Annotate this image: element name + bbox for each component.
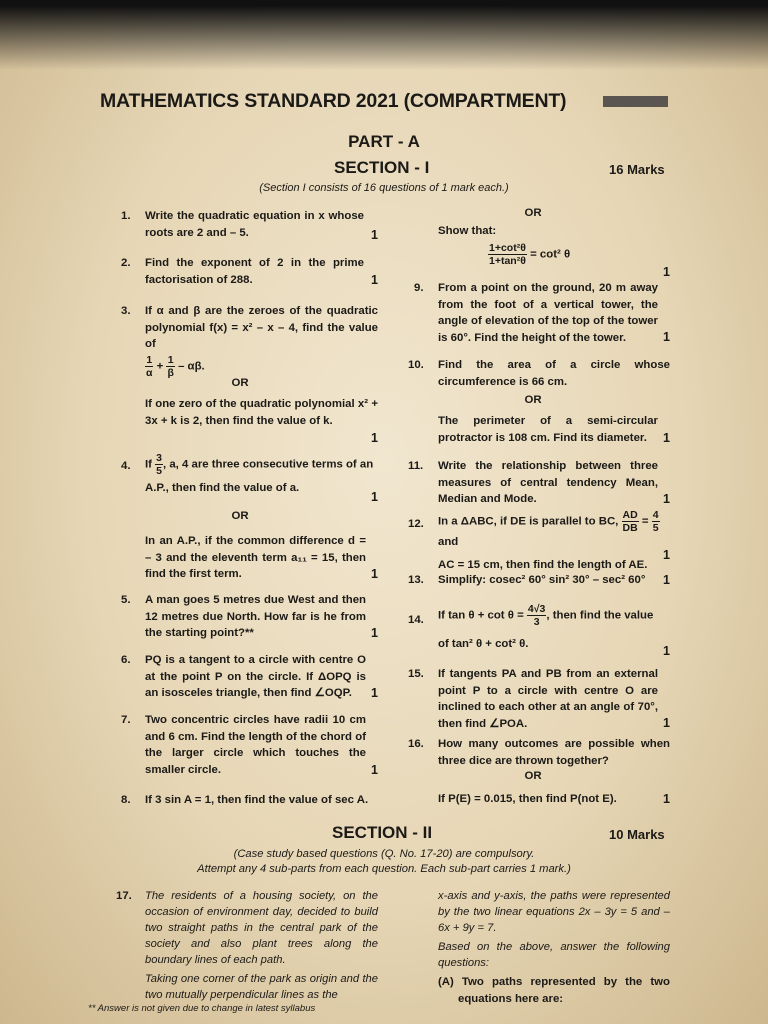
question-mark: 1: [663, 716, 670, 730]
question-text: AC = 15 cm, then find the length of AE.: [438, 558, 648, 571]
question-mark: 1: [371, 490, 378, 504]
fraction: $\frac{4}{5}$: [652, 509, 659, 534]
fraction: $\frac{4√3}{3}$: [527, 603, 546, 628]
question-number: 13.: [408, 574, 424, 586]
fraction: $\frac{AD}{DB}$: [622, 509, 638, 534]
question-text: x-axis and y-axis, the paths were represented by the two linear equations 2x – 3y = 5 and – 6x + 9y = 7.: [438, 890, 670, 934]
fraction: $\frac{\text{1+cot²θ}}{\text{1+tan²θ}}$: [489, 241, 526, 267]
top-shadow: [0, 0, 768, 70]
question-mark: 1: [371, 626, 378, 640]
question-mark: 1: [371, 686, 378, 700]
question-text: of tan² θ + cot² θ.: [438, 638, 529, 650]
question-text: A man goes 5 metres due West and then 12 metres due North. How far is he from the starting point?**: [145, 594, 366, 639]
question-text: The perimeter of a semi-circular protractor is 108 cm. Find its diameter.: [438, 415, 658, 444]
question-mark: 1: [663, 492, 670, 506]
question-10-alternative: [438, 413, 670, 446]
question-number: 6.: [121, 654, 131, 666]
question-number: 5.: [121, 594, 131, 606]
question-mark: 1: [371, 567, 378, 581]
question-14: [408, 603, 670, 658]
question-number: 8.: [121, 794, 131, 806]
or-label: OR: [524, 394, 542, 406]
question-text: Write the quadratic equation in x whose roots are 2 and – 5.: [145, 210, 364, 239]
question-number: 10.: [408, 359, 424, 371]
question-text: The residents of a housing society, on the occasion of environment day, decided to build two straight paths in the central park of the society and also plant trees along the boundary lines of each path.: [145, 890, 378, 966]
question-14-line1: If tan θ + cot θ = $\frac{4√3}{3}$ , then find the value: [438, 603, 654, 628]
question-text: How many outcomes are possible when three dice are thrown together?: [438, 738, 670, 767]
question-mark: 1: [663, 644, 670, 658]
fraction: $\frac{1}{\alpha}$: [146, 353, 153, 379]
question-number: 17.: [116, 890, 132, 902]
question-number: 11.: [408, 460, 424, 472]
page-title: MATHEMATICS STANDARD 2021 (COMPARTMENT): [100, 90, 567, 112]
question-mark: 1: [663, 573, 670, 587]
question-mark: 1: [371, 431, 378, 445]
question-number: 9.: [414, 282, 424, 294]
question-text: Find the exponent of 2 in the prime factorisation of 288.: [145, 257, 364, 286]
question-mark: 1: [663, 431, 670, 445]
question-text: If 3 sin A = 1, then find the value of sec A.: [145, 794, 369, 806]
section-2-note-line1: (Case study based questions (Q. No. 17-20) are compulsory.: [233, 848, 535, 860]
question-12-line1: In a ΔABC, if DE is parallel to BC, $\frac{AD}{DB}$ = $\frac{4}{5}$ and: [438, 509, 659, 548]
question-text: From a point on the ground, 20 m away from the foot of a vertical tower, the angle of elevation of the top of the tower is 60°. Find the height of the tower.: [438, 282, 658, 344]
question-16-alternative: [438, 791, 670, 808]
question-17-left: [116, 888, 378, 1003]
or-label: OR: [524, 770, 542, 782]
question-text: PQ is a tangent to a circle with centre O at the point P on the circle. If ΔOPQ is an isosceles triangle, then find ∠OQP.: [145, 654, 366, 699]
section-2-note-line2: Attempt any 4 sub-parts from each question. Each sub-part carries 1 mark.): [197, 863, 571, 875]
question-8: [121, 792, 378, 809]
question-3-expression: $\frac{1}{\alpha}$ + $\frac{1}{\beta}$ – αβ.: [146, 353, 205, 379]
section-2-marks: 10 Marks: [609, 827, 665, 842]
fraction: $\frac{3}{5}$: [156, 452, 162, 477]
question-3: [121, 303, 378, 379]
question-13: [408, 572, 670, 589]
question-number: 15.: [408, 668, 424, 680]
question-text: Write the relationship between three measures of central tendency Mean, Median and Mode.: [438, 460, 658, 505]
question-4-alternative: [145, 533, 378, 583]
question-text: If P(E) = 0.015, then find P(not E).: [438, 793, 617, 805]
question-17-right: [438, 888, 670, 1007]
question-8-alternative: [438, 223, 670, 279]
question-10: [408, 357, 670, 390]
question-text: Taking one corner of the park as origin and the two mutually perpendicular lines as the: [145, 973, 378, 1001]
question-number: 7.: [121, 714, 131, 726]
question-4: [121, 452, 378, 504]
question-text: Find the area of a circle whose circumference is 66 cm.: [438, 359, 670, 388]
question-1: [121, 208, 378, 242]
question-text: A.P., then find the value of a.: [145, 482, 300, 494]
question-4-line1: If $\frac{3}{5}$ , a, 4 are three consecutive terms of an: [145, 452, 374, 477]
question-mark: 1: [371, 763, 378, 777]
question-number: 4.: [121, 460, 131, 472]
question-mark: 1: [663, 330, 670, 344]
question-text: If tangents PA and PB from an external point P to a circle with centre O are inclined to each other at an angle of 70°, then find ∠POA.: [438, 668, 658, 730]
question-mark: 1: [663, 548, 670, 562]
question-text: Two concentric circles have radii 10 cm and 6 cm. Find the length of the chord of the larger circle which touches the smaller circle.: [145, 714, 366, 776]
section-1-marks: 16 Marks: [609, 162, 665, 177]
question-text: In an A.P., if the common difference d = – 3 and the eleventh term a₁₁ = 15, then find the first term.: [145, 535, 366, 580]
question-12: [408, 509, 670, 573]
question-text: Show that:: [438, 225, 497, 237]
question-mark: 1: [663, 792, 670, 806]
question-text: Simplify: cosec² 60° sin² 30° – sec² 60°: [438, 574, 646, 586]
or-label: OR: [524, 207, 542, 219]
question-7: [121, 712, 378, 778]
section-2-heading: SECTION - II: [332, 823, 433, 842]
title-decoration-bar: [603, 96, 668, 107]
question-3-alternative: [145, 396, 378, 445]
or-label: OR: [231, 510, 249, 522]
or-label: OR: [231, 377, 249, 389]
question-number: 2.: [121, 257, 131, 269]
question-text: If α and β are the zeroes of the quadratic polynomial f(x) = x² – x – 4, find the value of: [145, 305, 378, 350]
question-number: 12.: [408, 518, 424, 530]
question-number: 3.: [121, 305, 131, 317]
question-number: 14.: [408, 614, 424, 626]
question-number: 1.: [121, 210, 131, 222]
section-1-heading: SECTION - I: [334, 158, 430, 177]
question-2: [121, 255, 378, 288]
question-9: [414, 280, 670, 346]
section-1-note: (Section I consists of 16 questions of 1 mark each.): [259, 182, 509, 194]
question-17-subpart-a: (A) Two paths represented by the two equations here are:: [438, 976, 670, 1005]
part-heading: PART - A: [348, 132, 420, 151]
question-5: [121, 592, 378, 642]
question-text: If one zero of the quadratic polynomial x² + 3x + k is 2, then find the value of k.: [145, 398, 378, 427]
footnote: ** Answer is not given due to change in latest syllabus: [88, 1003, 316, 1014]
question-11: [408, 458, 670, 508]
question-mark: 1: [663, 265, 670, 279]
question-15: [408, 666, 670, 732]
question-mark: 1: [371, 228, 378, 242]
question-16: [408, 736, 670, 769]
question-mark: 1: [371, 273, 378, 287]
question-6: [121, 652, 378, 702]
question-text: Based on the above, answer the following questions:: [438, 941, 670, 969]
identity-expression: $\frac{\text{1+cot²θ}}{\text{1+tan²θ}}$ = cot² θ: [489, 241, 571, 267]
question-number: 16.: [408, 738, 424, 750]
fraction: $\frac{1}{\beta}$: [167, 353, 174, 379]
